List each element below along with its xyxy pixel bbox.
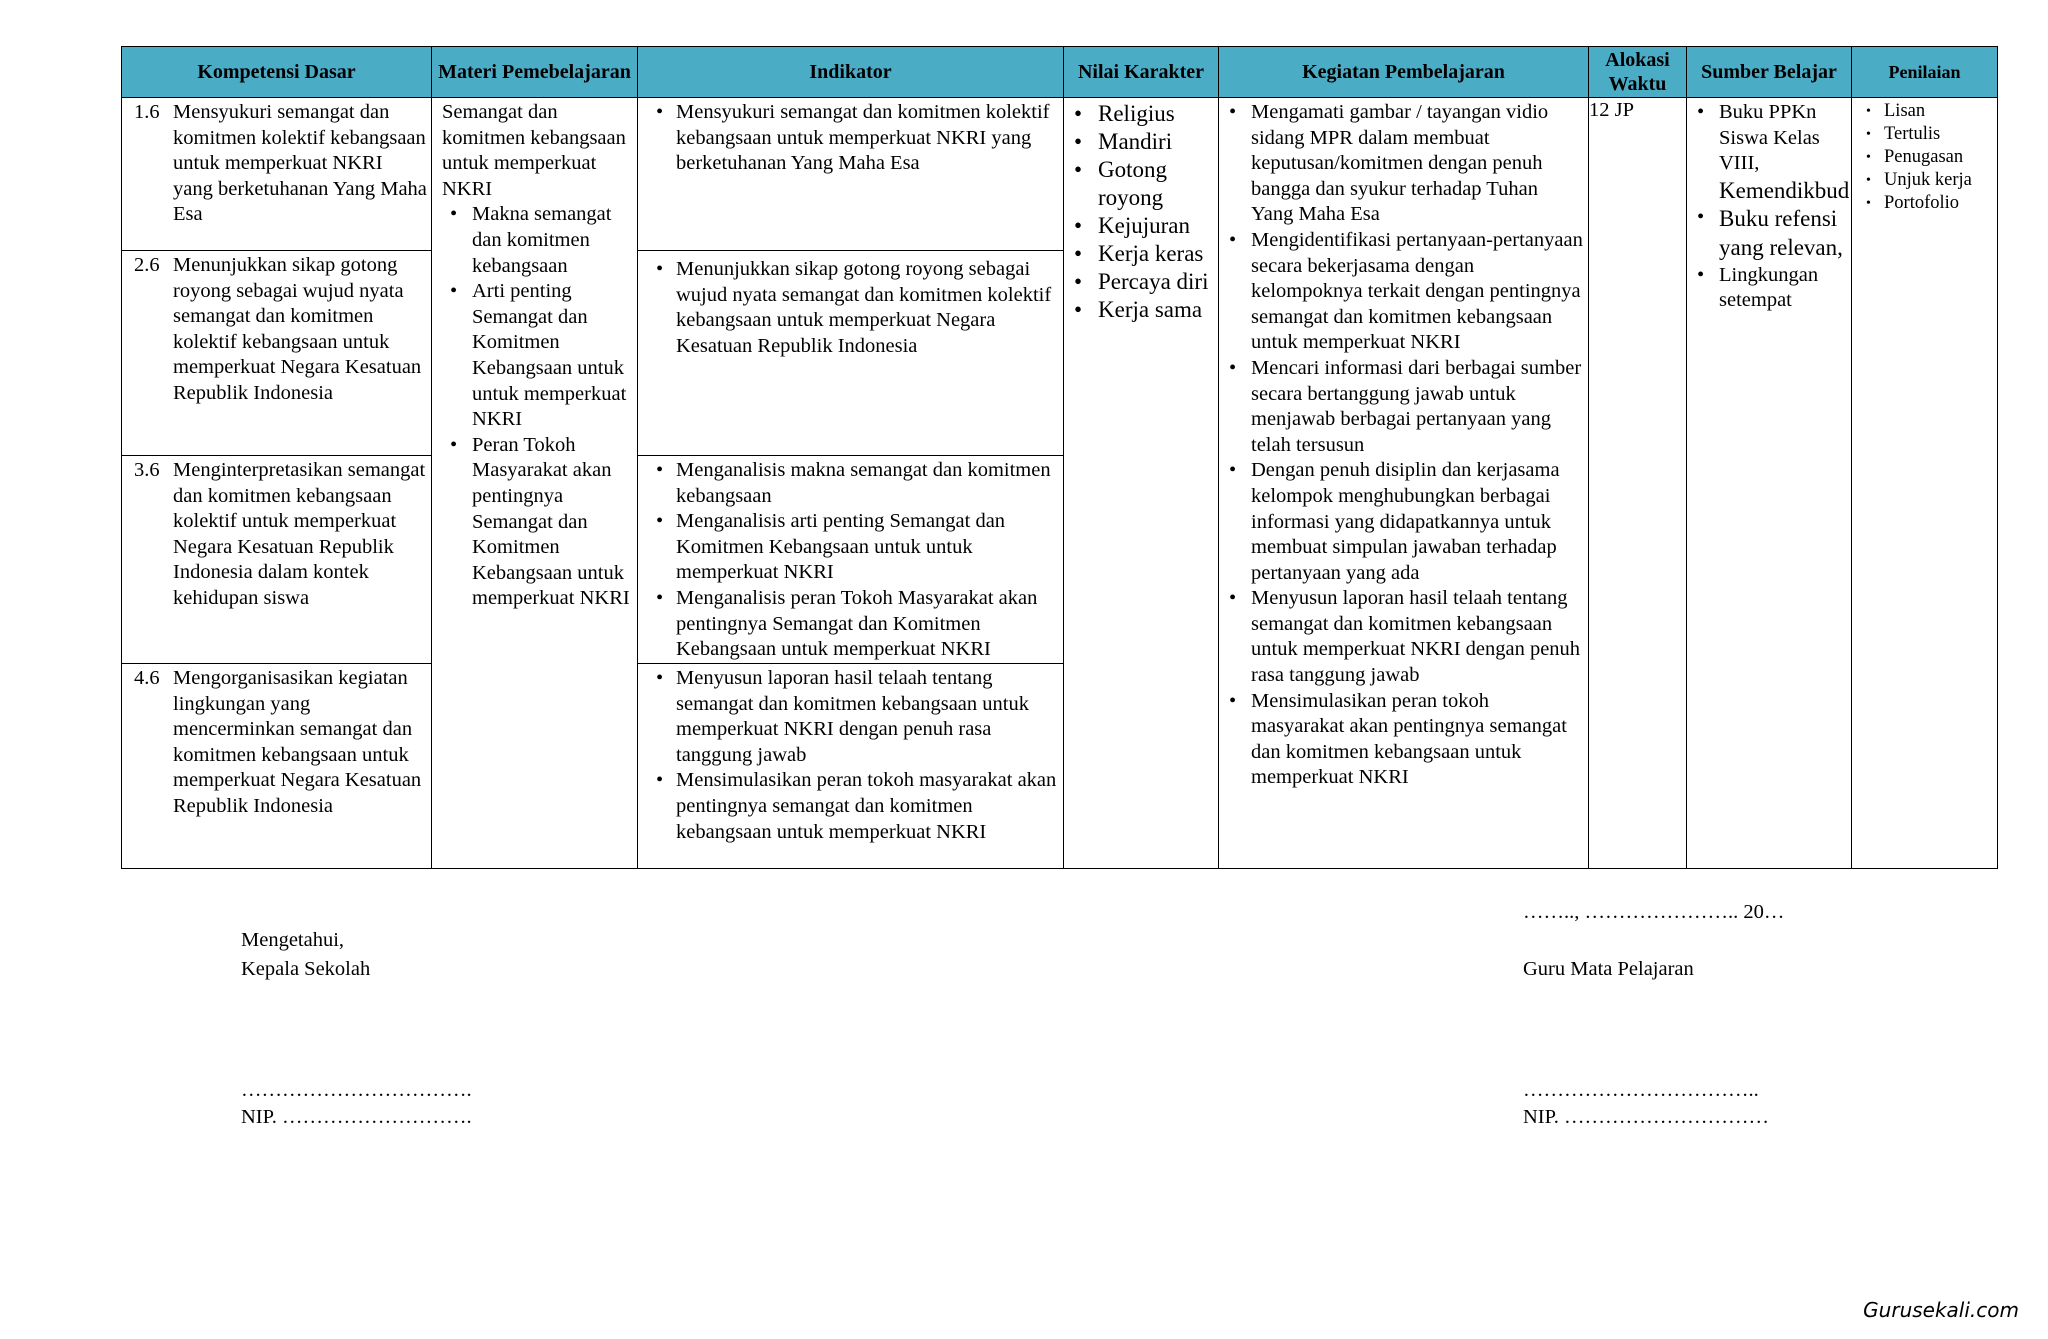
- left-role: Kepala Sekolah: [241, 958, 371, 980]
- header-alokasi: Alokasi Waktu: [1589, 47, 1687, 98]
- kegiatan-item: • Dengan penuh disiplin dan kerjasama kelompok menghubungkan berbagai informasi yang didapatkannya untuk membuat simpulan jawaban terhadap pertanyaan yang ada: [1221, 458, 1584, 586]
- penilaian-item: • Penugasan: [1854, 146, 1993, 169]
- kd-cell: [122, 456, 432, 664]
- syllabus-table: [121, 46, 1998, 869]
- materi-cell: [432, 98, 638, 869]
- left-name-line: …………………………….: [241, 1079, 472, 1101]
- materi-item: • Makna semangat dan komitmen kebangsaan: [442, 202, 633, 279]
- nilai-item: • Religius: [1068, 100, 1214, 128]
- indikator-item: • Menganalisis peran Tokoh Masyarakat akan pentingnya Semangat dan Komitmen Kebangsaan untuk memperkuat NKRI: [648, 586, 1059, 663]
- kegiatan-item: • Mensimulasikan peran tokoh masyarakat akan pentingnya semangat dan komitmen kebangsaan untuk memperkuat NKRI: [1221, 689, 1584, 791]
- nilai-item: • Kerja sama: [1068, 296, 1214, 324]
- kegiatan-item: • Menyusun laporan hasil telaah tentang semangat dan komitmen kebangsaan untuk memperkuat NKRI dengan penuh rasa tanggung jawab: [1221, 586, 1584, 688]
- sumber-cell: [1687, 98, 1852, 869]
- indikator-cell: [638, 456, 1064, 664]
- header-kompetensi-dasar: Kompetensi Dasar: [122, 47, 432, 98]
- kegiatan-cell: [1219, 98, 1589, 869]
- kd-cell: [122, 664, 432, 869]
- indikator-item: • Mensyukuri semangat dan komitmen kolektif kebangsaan untuk memperkuat NKRI yang berketuhanan Yang Maha Esa: [648, 100, 1059, 177]
- header-penilaian: Penilaian: [1852, 47, 1998, 98]
- right-role: Guru Mata Pelajaran: [1523, 958, 1694, 980]
- right-name-line: ……………………………..: [1523, 1079, 1759, 1101]
- indikator-item: • Menganalisis makna semangat dan komitmen kebangsaan: [648, 458, 1059, 509]
- header-nilai-karakter: Nilai Karakter: [1064, 47, 1219, 98]
- kd-cell: [122, 251, 432, 456]
- kegiatan-item: • Mencari informasi dari berbagai sumber secara bertanggung jawab untuk menjawab berbagai pertanyaan yang telah tersusun: [1221, 356, 1584, 458]
- materi-item: • Peran Tokoh Masyarakat akan pentingnya Semangat dan Komitmen Kebangsaan untuk memperkuat NKRI: [442, 433, 633, 612]
- sumber-kemendikbud: Kemendikbud: [1719, 177, 1850, 203]
- indikator-item: • Mensimulasikan peran tokoh masyarakat akan pentingnya semangat dan komitmen kebangsaan untuk memperkuat NKRI: [648, 768, 1059, 845]
- left-nip: NIP. ……………………….: [241, 1106, 472, 1128]
- right-nip: NIP. …………………………: [1523, 1106, 1770, 1128]
- indikator-cell: [638, 98, 1064, 251]
- nilai-item: • Gotong royong: [1068, 156, 1214, 212]
- kegiatan-item: • Mengidentifikasi pertanyaan-pertanyaan secara bekerjasama dengan kelompoknya terkait dengan pentingnya semangat dan komitmen kebangsaan untuk memperkuat NKRI: [1221, 228, 1584, 356]
- indikator-item: • Menyusun laporan hasil telaah tentang semangat dan komitmen kebangsaan untuk memperkuat NKRI dengan penuh rasa tanggung jawab: [648, 666, 1059, 768]
- kd-text: Menunjukkan sikap gotong royong sebagai wujud nyata semangat dan komitmen kolektif kebangsaan untuk memperkuat Negara Kesatuan Republik Indonesia: [173, 254, 422, 404]
- indikator-item: • Menganalisis arti penting Semangat dan Komitmen Kebangsaan untuk untuk memperkuat NKRI: [648, 509, 1059, 586]
- kd-text: Mengorganisasikan kegiatan lingkungan yang mencerminkan semangat dan komitmen kebangsaan untuk memperkuat Negara Kesatuan Republik Indonesia: [173, 667, 422, 817]
- kd-number: 3.6: [134, 459, 160, 481]
- nilai-karakter-cell: [1064, 98, 1219, 869]
- sumber-refensi: Buku refensi yang relevan,: [1719, 206, 1843, 260]
- kd-number: 4.6: [134, 667, 160, 689]
- header-kegiatan: Kegiatan Pembelajaran: [1219, 47, 1589, 98]
- nilai-item: • Percaya diri: [1068, 268, 1214, 296]
- nilai-item: • Kejujuran: [1068, 212, 1214, 240]
- penilaian-item: • Unjuk kerja: [1854, 169, 1993, 192]
- materi-item: • Arti penting Semangat dan Komitmen Kebangsaan untuk untuk memperkuat NKRI: [442, 279, 633, 433]
- kd-cell: [122, 98, 432, 251]
- nilai-item: • Kerja keras: [1068, 240, 1214, 268]
- kd-number: 1.6: [134, 101, 160, 123]
- kd-number: 2.6: [134, 254, 160, 276]
- alokasi-cell: 12 JP: [1589, 98, 1687, 869]
- header-sumber: Sumber Belajar: [1687, 47, 1852, 98]
- sumber-lingkungan: Lingkungan setempat: [1719, 263, 1819, 312]
- watermark: Gurusekali.com: [1863, 1298, 2019, 1322]
- date-line: …….., ………………….. 20…: [1523, 901, 1785, 923]
- sumber-item: [1689, 205, 1847, 262]
- kd-text: Mensyukuri semangat dan komitmen kolektif kebangsaan untuk memperkuat NKRI yang berketuhanan Yang Maha Esa: [173, 101, 427, 226]
- kd-text: Menginterpretasikan semangat dan komitmen kebangsaan kolektif untuk memperkuat Negara Kesatuan Republik Indonesia dalam kontek kehidupan siswa: [173, 459, 426, 609]
- indikator-item: • Menunjukkan sikap gotong royong sebagai wujud nyata semangat dan komitmen kolektif kebangsaan untuk memperkuat Negara Kesatuan Republik Indonesia: [648, 257, 1059, 359]
- sumber-item: [1689, 100, 1850, 205]
- left-intro: Mengetahui,: [241, 929, 345, 951]
- indikator-cell: [638, 251, 1064, 456]
- sumber-buku-text: Buku PPKn Siswa Kelas VIII,: [1719, 101, 1820, 175]
- penilaian-item: • Tertulis: [1854, 123, 1993, 146]
- nilai-item: • Mandiri: [1068, 128, 1214, 156]
- penilaian-cell: [1852, 98, 1998, 869]
- sumber-item: [1689, 263, 1847, 314]
- header-materi: Materi Pemebelajaran: [432, 47, 638, 98]
- materi-intro: Semangat dan komitmen kebangsaan untuk memperkuat NKRI: [442, 101, 626, 200]
- penilaian-item: • Portofolio: [1854, 192, 1993, 215]
- table-row: [122, 98, 1998, 251]
- indikator-cell: [638, 664, 1064, 869]
- kegiatan-item: • Mengamati gambar / tayangan vidio sidang MPR dalam membuat keputusan/komitmen dengan penuh bangga dan syukur terhadap Tuhan Yang Maha Esa: [1221, 100, 1584, 228]
- penilaian-item: • Lisan: [1854, 100, 1993, 123]
- table-header-row: [122, 47, 1998, 98]
- header-indikator: Indikator: [638, 47, 1064, 98]
